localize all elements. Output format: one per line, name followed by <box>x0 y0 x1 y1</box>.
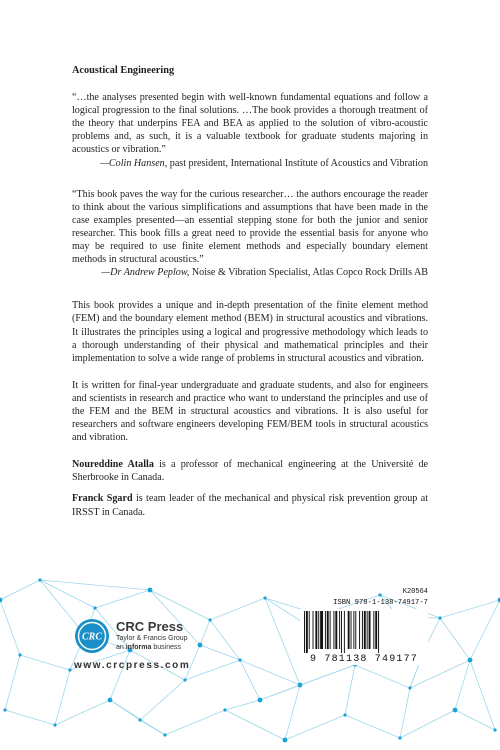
review-quote-1: “…the analyses presented begin with well-known fundamental equations and follow a logical progression to the final solutions. …The book provides a thorough treatment of the theory that underpins FEA and BEA as applied to the solution of vibro-acoustic problems and, as such, it is a valuable textbook for graduate students majoring in acoustics or vibration.” <box>72 92 428 156</box>
barcode-bar <box>335 611 337 649</box>
network-node <box>468 658 473 663</box>
barcode-bar <box>309 611 310 649</box>
network-node <box>258 698 263 703</box>
isbn-text: ISBN 978-1-138-74917-7 <box>333 599 428 607</box>
publisher-url[interactable]: www.crcpress.com <box>74 660 191 671</box>
publisher-name: CRC Press <box>116 619 184 634</box>
barcode-bar <box>306 611 308 653</box>
network-line <box>345 665 355 715</box>
barcode-bar <box>313 611 314 649</box>
network-line <box>140 680 185 720</box>
network-node <box>438 616 441 619</box>
barcode-bar <box>333 611 334 649</box>
network-line <box>0 580 40 600</box>
crc-logo-icon <box>74 618 110 654</box>
network-node <box>238 658 241 661</box>
network-line <box>140 720 165 735</box>
network-line <box>400 688 410 738</box>
network-line <box>5 710 55 725</box>
network-node <box>343 713 346 716</box>
barcode-bar <box>325 611 326 649</box>
author-bio-1-text: is a professor of mechanical engineering at the Université de Sherbrooke in Canada. <box>72 459 428 484</box>
network-line <box>470 600 500 660</box>
barcode-bar <box>375 611 377 649</box>
network-line <box>95 590 150 608</box>
network-line <box>285 715 345 740</box>
network-line <box>55 670 70 725</box>
author-name-2: Franck Sgard <box>72 493 133 505</box>
network-line <box>240 660 300 685</box>
quote-1-author: —Colin Hansen, <box>99 157 168 169</box>
network-line <box>440 600 500 618</box>
author-bio-2 <box>72 492 428 518</box>
barcode-bar <box>318 611 319 649</box>
network-line <box>150 590 210 620</box>
network-line <box>210 598 265 620</box>
network-node <box>408 686 411 689</box>
barcode-bar <box>355 611 356 649</box>
barcode-digits: 9 781138 749177 <box>300 653 428 665</box>
network-node <box>493 728 496 731</box>
barcode-bar <box>327 611 329 649</box>
barcode-bar <box>364 611 366 649</box>
network-line <box>5 655 20 710</box>
isbn-block <box>300 588 428 665</box>
network-line <box>260 665 355 700</box>
network-node <box>283 738 288 743</box>
network-line <box>55 700 110 725</box>
network-node <box>18 653 21 656</box>
quote-1-affiliation: past president, International Institute of Acoustics and Vibration <box>167 157 428 169</box>
publisher-informa: an informa business <box>116 644 181 651</box>
barcode-bar <box>373 611 374 649</box>
description-paragraph-2: It is written for final-year undergraduate and graduate students, and also for engineers and scientists in research and practice who want to understand the principles and use of the FEM and the BEM in structural acoustics and vibrations. It is also useful for researchers and software engineers developing FEM/BEM tools in structural acoustics and vibration. <box>72 379 428 444</box>
network-node <box>68 668 71 671</box>
barcode-bar <box>369 611 371 649</box>
network-node <box>93 606 96 609</box>
barcode-bar <box>351 611 352 649</box>
network-node <box>38 578 41 581</box>
network-node <box>263 596 266 599</box>
cover-text <box>72 64 428 527</box>
barcode-bar <box>341 611 342 653</box>
network-line <box>440 618 470 660</box>
barcode-bar <box>359 611 360 649</box>
publisher-group: Taylor & Francis Group <box>116 635 188 642</box>
author-name-1: Noureddine Atalla <box>72 459 154 471</box>
publisher-block <box>74 618 234 671</box>
network-node <box>138 718 141 721</box>
barcode-bar <box>362 611 363 649</box>
barcode-bar <box>344 611 345 653</box>
author-bio-2-text: is team leader of the mechanical and physical risk prevention group at IRSST in Canada. <box>72 493 429 518</box>
network-node <box>398 736 401 739</box>
review-quote-2: “This book paves the way for the curious researcher… the authors encourage the reader to think about the various simplifications and assumptions that have been made in the case examples presented—an essential stepping stone for both the junior and senior researcher. This book fills a great need to provide the essential basis for anyone who may be required to use finite element methods and especially boundary element methods in structural acoustics.” <box>72 188 428 266</box>
catalog-code: K20564 <box>402 588 428 596</box>
barcode-bar <box>330 611 331 649</box>
barcode-bar <box>320 611 323 649</box>
barcode-bar <box>315 611 317 649</box>
network-node <box>453 708 458 713</box>
author-bio-1 <box>72 458 428 484</box>
network-line <box>0 600 20 655</box>
quote-2-author: —Dr Andrew Peplow, <box>101 267 190 279</box>
network-line <box>345 715 400 738</box>
network-node <box>108 698 113 703</box>
network-node <box>183 678 186 681</box>
barcode <box>300 609 428 653</box>
quote-2-affiliation: Noise & Vibration Specialist, Atlas Copco Rock Drills AB <box>189 267 428 279</box>
network-line <box>265 598 300 685</box>
barcode-bar <box>367 611 368 649</box>
network-line <box>225 710 285 740</box>
network-node <box>3 708 6 711</box>
crc-logo-text: CRC <box>81 631 103 643</box>
network-line <box>165 710 225 735</box>
network-node <box>298 683 303 688</box>
barcode-bar <box>378 611 379 653</box>
network-node <box>0 598 2 603</box>
network-node <box>163 733 166 736</box>
barcode-bar <box>304 611 305 653</box>
network-line <box>285 685 300 740</box>
network-line <box>240 660 260 700</box>
network-line <box>455 660 470 710</box>
description-paragraph-1: This book provides a unique and in-depth presentation of the finite element method (FEM) and the boundary element method (BEM) in structural acoustics and vibrations. It illustrates the principles using a logical and progressive methodology which leads to a thorough understanding of their physical and mathematical principles and their implementation to solve a wide range of problems in structural acoustics and vibration. <box>72 300 428 364</box>
network-line <box>20 655 70 670</box>
network-line <box>225 700 260 710</box>
network-node <box>148 588 153 593</box>
category-heading: Acoustical Engineering <box>72 65 175 76</box>
barcode-bar <box>339 611 340 649</box>
barcode-bar <box>348 611 350 649</box>
quote-1-attribution <box>72 157 428 170</box>
network-line <box>400 710 455 738</box>
barcode-bar <box>353 611 354 649</box>
network-node <box>53 723 56 726</box>
network-line <box>355 665 410 688</box>
network-line <box>110 700 140 720</box>
network-node <box>223 708 226 711</box>
quote-2-attribution <box>72 266 428 279</box>
